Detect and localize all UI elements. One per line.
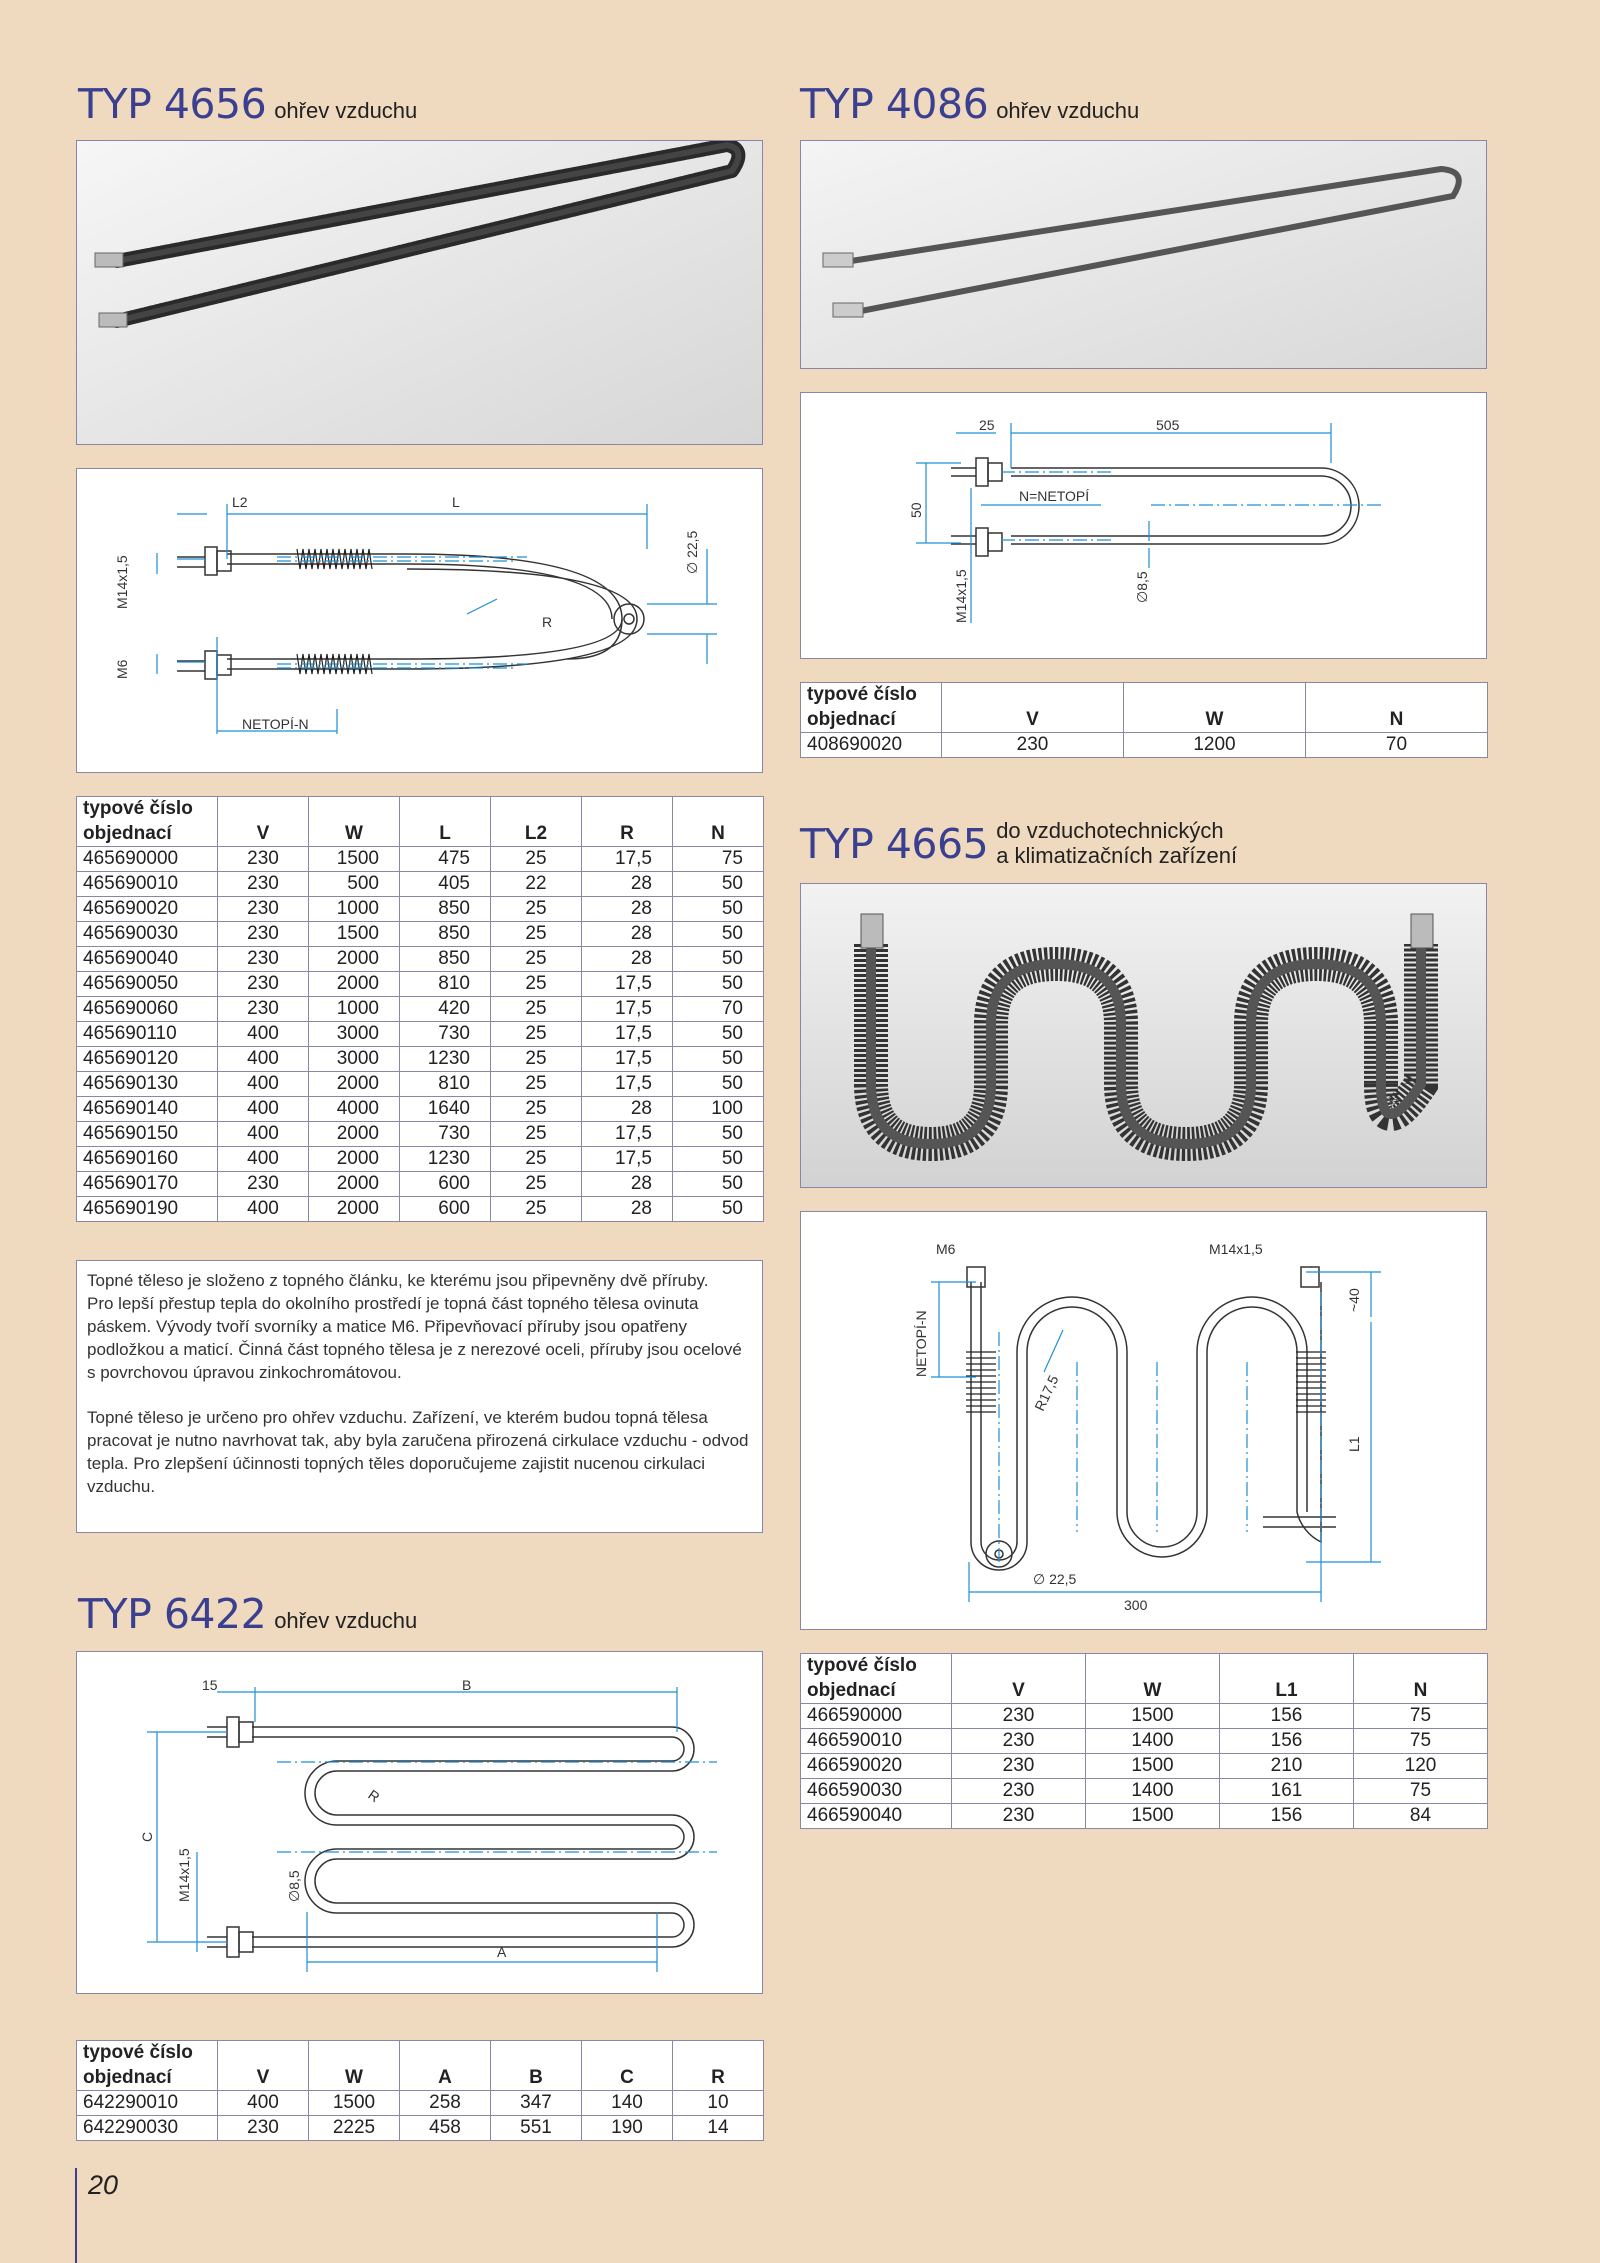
table-header-row — [801, 708, 1488, 733]
table-cell: 17,5 — [582, 997, 673, 1022]
table-cell: 400 — [218, 1022, 309, 1047]
table-cell: 75 — [1354, 1704, 1488, 1729]
table-cell: 100 — [673, 1097, 764, 1122]
label-l1: L1 — [1346, 1436, 1362, 1452]
table-cell: 25 — [491, 1097, 582, 1122]
table-cell: 25 — [491, 972, 582, 997]
header-label-1: typové číslo — [77, 797, 218, 822]
table-cell: 28 — [582, 922, 673, 947]
order-number-cell: 465690020 — [77, 897, 218, 922]
table-cell: 400 — [218, 1197, 309, 1222]
table-cell: 500 — [309, 872, 400, 897]
drawing-typ-4656 — [76, 468, 763, 773]
table-header-row — [77, 2066, 764, 2091]
table-cell: 75 — [1354, 1729, 1488, 1754]
table-cell: 551 — [491, 2116, 582, 2141]
label-diameter: ∅ 22,5 — [684, 530, 700, 574]
order-number-cell: 466590040 — [801, 1804, 952, 1829]
column-header: V — [218, 822, 309, 847]
table-header-row — [77, 2041, 764, 2066]
table-cell: 850 — [400, 922, 491, 947]
type-subtitle-line-2: a klimatizačních zařízení — [996, 843, 1238, 868]
table-cell: 730 — [400, 1122, 491, 1147]
table-row — [801, 1804, 1488, 1829]
table-cell: 600 — [400, 1172, 491, 1197]
order-number-cell: 465690010 — [77, 872, 218, 897]
drawing-typ-4665 — [800, 1211, 1487, 1630]
order-number-cell: 465690140 — [77, 1097, 218, 1122]
description-paragraph-2: Topné těleso je určeno pro ohřev vzduchu. Zařízení, ve kterém budou topná tělesa pracovat je nutno navrhovat tak, aby byla zaručena přirozená cirkulace vzduchu - odvod tepla. Pro zlepšení účinnosti topných těles doporučujeme zajistit nucenou cirkulaci vzduchu. — [87, 1408, 749, 1496]
table-cell: 70 — [673, 997, 764, 1022]
table-cell: 400 — [218, 1147, 309, 1172]
column-header: R — [582, 822, 673, 847]
table-cell: 1400 — [1086, 1779, 1220, 1804]
table-cell: 400 — [218, 1072, 309, 1097]
table-row — [801, 1704, 1488, 1729]
table-cell: 2000 — [309, 1172, 400, 1197]
table-cell: 230 — [952, 1704, 1086, 1729]
label-l2: L2 — [232, 494, 248, 510]
table-cell: 50 — [673, 1172, 764, 1197]
table-cell: 347 — [491, 2091, 582, 2116]
table-cell: 50 — [673, 1122, 764, 1147]
label-m6: M6 — [936, 1241, 956, 1257]
table-row — [77, 1047, 764, 1072]
label-d85: ∅8,5 — [1134, 571, 1150, 603]
table-cell: 156 — [1220, 1729, 1354, 1754]
table-cell: 2000 — [309, 1072, 400, 1097]
label-m14: M14x1,5 — [953, 569, 969, 623]
type-code: TYP 4656 — [78, 80, 267, 128]
column-header: N — [1354, 1679, 1488, 1704]
table-cell: 400 — [218, 1047, 309, 1072]
spec-table-typ-6422 — [76, 2040, 764, 2141]
table-row — [77, 847, 764, 872]
label-r: R17,5 — [1031, 1372, 1062, 1414]
table-cell: 230 — [952, 1754, 1086, 1779]
table-cell: 230 — [952, 1804, 1086, 1829]
order-number-cell: 465690040 — [77, 947, 218, 972]
technical-drawing — [77, 469, 762, 772]
order-number-cell: 465690030 — [77, 922, 218, 947]
table-row — [77, 922, 764, 947]
heading-typ-6422 — [78, 1590, 417, 1638]
table-cell: 17,5 — [582, 847, 673, 872]
table-cell: 1500 — [1086, 1754, 1220, 1779]
table-cell: 405 — [400, 872, 491, 897]
table-cell: 25 — [491, 1147, 582, 1172]
table-cell: 25 — [491, 847, 582, 872]
table-cell: 14 — [673, 2116, 764, 2141]
column-header: V — [952, 1679, 1086, 1704]
table-cell: 230 — [952, 1729, 1086, 1754]
type-code: TYP 4665 — [800, 820, 989, 868]
description-paragraph-1: Topné těleso je složeno z topného článku, ke kterému jsou připevněny dvě příruby. Pro lepší přestup tepla do okolního prostředí je topná část topného tělesa ovinuta páskem. Vývody tvoří svorníky a matice M6. Připevňovací příruby jsou opatřeny podložkou a maticí. Činná část topného tělesa je z nerezové oceli, příruby jsou ocelové s povrchovou úpravou zinkochromátovou. — [87, 1271, 742, 1382]
drawing-typ-6422 — [76, 1651, 763, 1994]
label-a: A — [497, 1944, 507, 1960]
label-505: 505 — [1156, 417, 1180, 433]
photo-typ-4086 — [800, 140, 1487, 369]
table-cell: 1000 — [309, 997, 400, 1022]
table-cell: 156 — [1220, 1804, 1354, 1829]
column-header: N — [1306, 708, 1488, 733]
table-cell: 600 — [400, 1197, 491, 1222]
header-label-2: objednací — [801, 708, 942, 733]
table-row — [77, 1122, 764, 1147]
type-code: TYP 6422 — [78, 1590, 267, 1638]
table-cell: 28 — [582, 947, 673, 972]
label-r: R — [365, 1786, 383, 1806]
table-cell: 17,5 — [582, 1047, 673, 1072]
label-m14: M14x1,5 — [114, 555, 130, 609]
table-cell: 1500 — [1086, 1704, 1220, 1729]
label-d85: ∅8,5 — [286, 1870, 302, 1902]
table-cell: 120 — [1354, 1754, 1488, 1779]
header-label-2: objednací — [77, 2066, 218, 2091]
table-cell: 458 — [400, 2116, 491, 2141]
label-netopi: NETOPÍ-N — [242, 716, 309, 732]
table-cell: 50 — [673, 872, 764, 897]
order-number-cell: 466590000 — [801, 1704, 952, 1729]
table-cell: 230 — [218, 947, 309, 972]
table-cell: 400 — [218, 1097, 309, 1122]
table-cell: 230 — [218, 872, 309, 897]
table-cell: 230 — [218, 1172, 309, 1197]
column-header: L2 — [491, 822, 582, 847]
table-cell: 25 — [491, 1072, 582, 1097]
table-cell: 50 — [673, 947, 764, 972]
table-cell: 50 — [673, 922, 764, 947]
table-header-row — [801, 1679, 1488, 1704]
table-cell: 850 — [400, 947, 491, 972]
table-cell: 210 — [1220, 1754, 1354, 1779]
type-code: TYP 4086 — [800, 80, 989, 128]
table-cell: 1500 — [309, 922, 400, 947]
table-row — [77, 1197, 764, 1222]
order-number-cell: 465690120 — [77, 1047, 218, 1072]
table-cell: 810 — [400, 1072, 491, 1097]
table-cell: 84 — [1354, 1804, 1488, 1829]
order-number-cell: 408690020 — [801, 733, 942, 758]
label-diameter: ∅ 22,5 — [1033, 1571, 1077, 1587]
table-row — [77, 1097, 764, 1122]
table-cell: 28 — [582, 872, 673, 897]
column-header: W — [309, 2066, 400, 2091]
table-header-row — [77, 797, 764, 822]
column-header: C — [582, 2066, 673, 2091]
technical-drawing — [77, 1652, 762, 1993]
header-label-1: typové číslo — [77, 2041, 218, 2066]
table-cell: 17,5 — [582, 1022, 673, 1047]
table-cell: 230 — [218, 972, 309, 997]
table-cell: 230 — [218, 847, 309, 872]
table-cell: 3000 — [309, 1022, 400, 1047]
order-number-cell: 465690000 — [77, 847, 218, 872]
table-cell: 25 — [491, 1172, 582, 1197]
table-cell: 25 — [491, 922, 582, 947]
table-cell: 1640 — [400, 1097, 491, 1122]
page-number: 20 — [88, 2170, 119, 2200]
label-300: 300 — [1124, 1597, 1148, 1613]
table-cell: 1500 — [309, 847, 400, 872]
table-cell: 810 — [400, 972, 491, 997]
order-number-cell: 465690130 — [77, 1072, 218, 1097]
table-row — [77, 897, 764, 922]
type-subtitle-line-1: do vzduchotechnických — [996, 818, 1224, 843]
table-cell: 4000 — [309, 1097, 400, 1122]
table-cell: 730 — [400, 1022, 491, 1047]
column-header: A — [400, 2066, 491, 2091]
description-typ-4656 — [76, 1260, 763, 1533]
label-m14: M14x1,5 — [1209, 1241, 1263, 1257]
heading-typ-4656 — [78, 80, 417, 128]
table-row — [77, 972, 764, 997]
table-cell: 140 — [582, 2091, 673, 2116]
table-row — [77, 2116, 764, 2141]
label-25: 25 — [979, 417, 995, 433]
table-cell: 1500 — [309, 2091, 400, 2116]
order-number-cell: 466590030 — [801, 1779, 952, 1804]
table-cell: 1200 — [1124, 733, 1306, 758]
table-cell: 28 — [582, 897, 673, 922]
table-cell: 2225 — [309, 2116, 400, 2141]
header-label-1: typové číslo — [801, 683, 942, 708]
column-header: W — [1086, 1679, 1220, 1704]
table-cell: 161 — [1220, 1779, 1354, 1804]
table-cell: 156 — [1220, 1704, 1354, 1729]
type-subtitle: ohřev vzduchu — [274, 98, 418, 123]
order-number-cell: 465690150 — [77, 1122, 218, 1147]
column-header: L1 — [1220, 1679, 1354, 1704]
table-cell: 1230 — [400, 1147, 491, 1172]
table-cell: 475 — [400, 847, 491, 872]
table-cell: 25 — [491, 1122, 582, 1147]
order-number-cell: 465690170 — [77, 1172, 218, 1197]
type-subtitle: ohřev vzduchu — [274, 1608, 418, 1633]
table-cell: 258 — [400, 2091, 491, 2116]
technical-drawing — [801, 393, 1486, 658]
label-c: C — [139, 1831, 155, 1842]
table-cell: 50 — [673, 1072, 764, 1097]
table-cell: 190 — [582, 2116, 673, 2141]
table-cell: 2000 — [309, 1197, 400, 1222]
table-row — [801, 1754, 1488, 1779]
table-cell: 230 — [952, 1779, 1086, 1804]
table-cell: 17,5 — [582, 1122, 673, 1147]
column-header: W — [1124, 708, 1306, 733]
column-header: L — [400, 822, 491, 847]
table-cell: 50 — [673, 1197, 764, 1222]
table-cell: 400 — [218, 1122, 309, 1147]
table-cell: 10 — [673, 2091, 764, 2116]
header-label-2: objednací — [801, 1679, 952, 1704]
table-cell: 25 — [491, 947, 582, 972]
order-number-cell: 465690190 — [77, 1197, 218, 1222]
table-cell: 420 — [400, 997, 491, 1022]
table-cell: 70 — [1306, 733, 1488, 758]
table-cell: 25 — [491, 897, 582, 922]
photo-typ-4665 — [800, 883, 1487, 1188]
label-l: L — [452, 494, 460, 510]
label-15: 15 — [202, 1677, 218, 1693]
label-netopi: NETOPÍ-N — [913, 1310, 929, 1377]
table-cell: 3000 — [309, 1047, 400, 1072]
column-header: V — [942, 708, 1124, 733]
page-number-rule — [75, 2168, 77, 2263]
table-cell: 1000 — [309, 897, 400, 922]
table-header-row — [801, 1654, 1488, 1679]
table-cell: 230 — [218, 897, 309, 922]
table-row — [77, 1172, 764, 1197]
heating-element-photo — [801, 141, 1486, 368]
header-label-2: objednací — [77, 822, 218, 847]
column-header: V — [218, 2066, 309, 2091]
column-header: N — [673, 822, 764, 847]
table-cell: 2000 — [309, 972, 400, 997]
table-cell: 1400 — [1086, 1729, 1220, 1754]
table-cell: 230 — [218, 2116, 309, 2141]
table-cell: 1500 — [1086, 1804, 1220, 1829]
table-row — [801, 1729, 1488, 1754]
heating-element-photo — [801, 884, 1486, 1187]
table-cell: 50 — [673, 1022, 764, 1047]
label-b: B — [462, 1677, 472, 1693]
table-cell: 2000 — [309, 947, 400, 972]
drawing-typ-4086 — [800, 392, 1487, 659]
table-cell: 230 — [942, 733, 1124, 758]
table-cell: 230 — [218, 922, 309, 947]
table-cell: 17,5 — [582, 1147, 673, 1172]
table-row — [77, 1022, 764, 1047]
table-cell: 2000 — [309, 1147, 400, 1172]
table-header-row — [77, 822, 764, 847]
label-m6: M6 — [114, 659, 130, 679]
order-number-cell: 642290010 — [77, 2091, 218, 2116]
label-m14: M14x1,5 — [176, 1848, 192, 1902]
table-cell: 850 — [400, 897, 491, 922]
spec-table-typ-4086 — [800, 682, 1488, 758]
table-row — [801, 733, 1488, 758]
order-number-cell: 465690160 — [77, 1147, 218, 1172]
table-cell: 25 — [491, 997, 582, 1022]
table-cell: 75 — [1354, 1779, 1488, 1804]
table-cell: 25 — [491, 1197, 582, 1222]
order-number-cell: 642290030 — [77, 2116, 218, 2141]
spec-table-typ-4656 — [76, 796, 764, 1222]
table-cell: 25 — [491, 1022, 582, 1047]
table-cell: 50 — [673, 972, 764, 997]
label-40: ~40 — [1346, 1288, 1362, 1312]
table-cell: 22 — [491, 872, 582, 897]
label-netopi: N=NETOPÍ — [1019, 488, 1090, 504]
label-r: R — [542, 614, 553, 630]
photo-typ-4656 — [76, 140, 763, 445]
table-row — [801, 1779, 1488, 1804]
table-cell: 1230 — [400, 1047, 491, 1072]
table-cell: 230 — [218, 997, 309, 1022]
table-row — [77, 947, 764, 972]
table-cell: 400 — [218, 2091, 309, 2116]
label-50: 50 — [908, 502, 924, 518]
table-cell: 25 — [491, 1047, 582, 1072]
table-cell: 2000 — [309, 1122, 400, 1147]
heading-typ-4086 — [800, 80, 1139, 128]
table-row — [77, 1072, 764, 1097]
table-cell: 28 — [582, 1172, 673, 1197]
table-cell: 75 — [673, 847, 764, 872]
table-row — [77, 1147, 764, 1172]
column-header: B — [491, 2066, 582, 2091]
table-row — [77, 2091, 764, 2116]
table-cell: 17,5 — [582, 1072, 673, 1097]
order-number-cell: 466590020 — [801, 1754, 952, 1779]
table-cell: 17,5 — [582, 972, 673, 997]
order-number-cell: 465690060 — [77, 997, 218, 1022]
technical-drawing — [801, 1212, 1486, 1629]
header-label-1: typové číslo — [801, 1654, 952, 1679]
order-number-cell: 465690110 — [77, 1022, 218, 1047]
heating-element-photo — [77, 141, 762, 444]
table-row — [77, 997, 764, 1022]
table-cell: 28 — [582, 1097, 673, 1122]
table-cell: 50 — [673, 1147, 764, 1172]
order-number-cell: 465690050 — [77, 972, 218, 997]
table-row — [77, 872, 764, 897]
spec-table-typ-4665 — [800, 1653, 1488, 1829]
heading-typ-4665 — [800, 818, 1237, 868]
table-header-row — [801, 683, 1488, 708]
table-cell: 28 — [582, 1197, 673, 1222]
table-cell: 50 — [673, 897, 764, 922]
order-number-cell: 466590010 — [801, 1729, 952, 1754]
type-subtitle: ohřev vzduchu — [996, 98, 1140, 123]
column-header: W — [309, 822, 400, 847]
table-cell: 50 — [673, 1047, 764, 1072]
column-header: R — [673, 2066, 764, 2091]
